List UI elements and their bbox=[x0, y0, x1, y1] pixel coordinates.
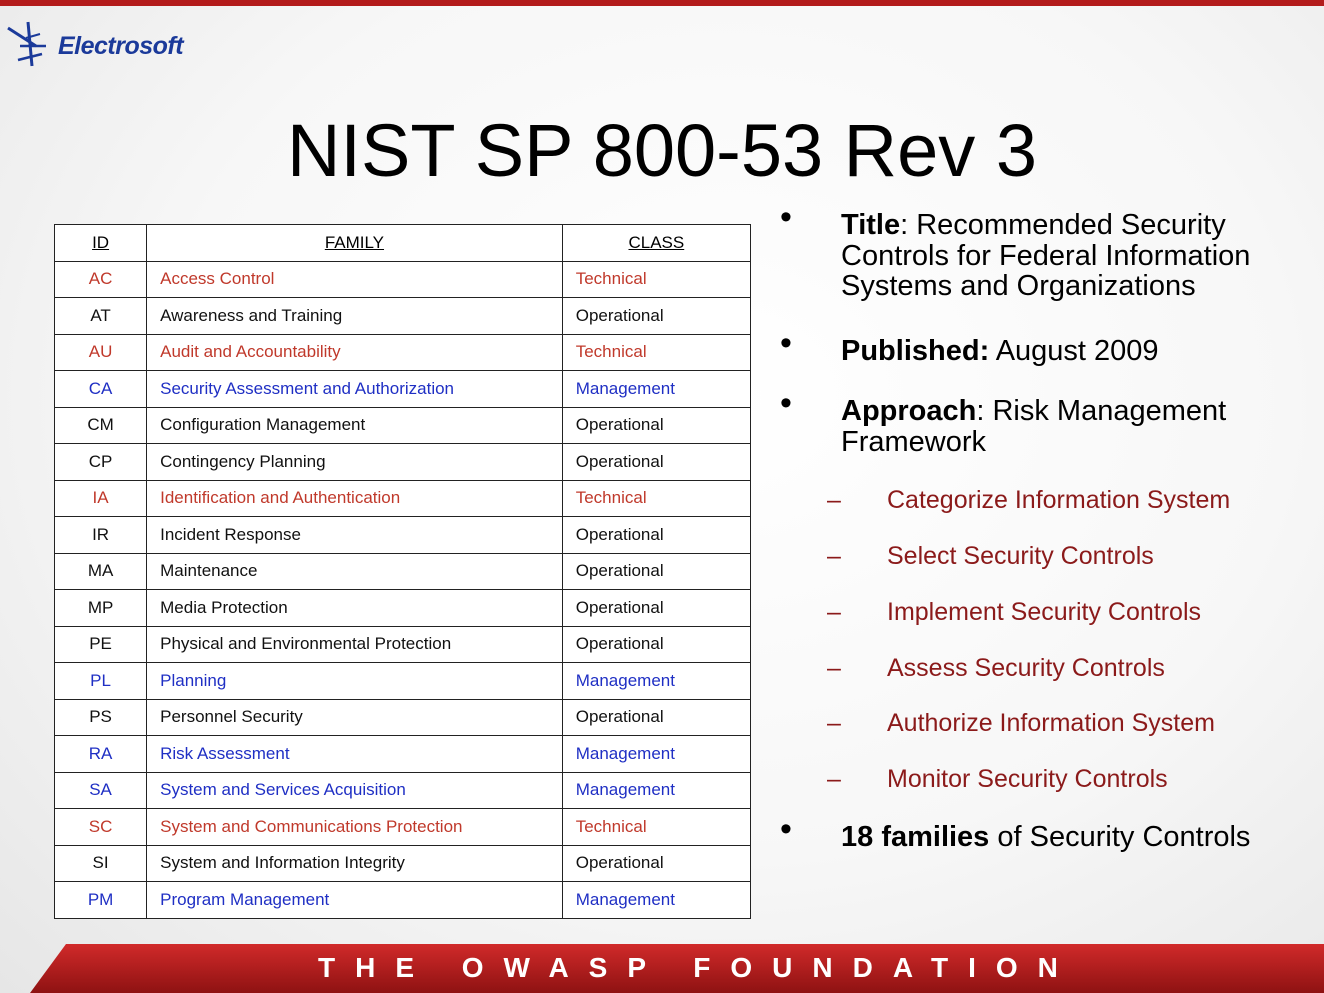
bullet-published-value: August 2009 bbox=[989, 335, 1159, 367]
bullet-dot: • bbox=[780, 384, 792, 422]
cell-family: Security Assessment and Authorization bbox=[147, 371, 563, 408]
step-label: Categorize Information System bbox=[887, 486, 1231, 514]
electrosoft-logo bbox=[6, 20, 226, 68]
logo-text: Electrosoft bbox=[58, 32, 184, 60]
footer-text: THE OWASP FOUNDATION bbox=[318, 952, 1078, 983]
header-class: CLASS bbox=[562, 225, 750, 262]
cell-class: Technical bbox=[562, 261, 750, 298]
table-header-row bbox=[55, 225, 751, 262]
table-row bbox=[55, 772, 751, 809]
cell-id: PS bbox=[55, 699, 147, 736]
step-label: Monitor Security Controls bbox=[887, 765, 1168, 793]
bullet-dot: • bbox=[780, 810, 792, 848]
bullet-dot: • bbox=[780, 198, 792, 236]
cell-class: Operational bbox=[562, 298, 750, 335]
table-row bbox=[55, 590, 751, 627]
dash-icon: – bbox=[827, 765, 841, 793]
security-families-table bbox=[54, 224, 751, 919]
step-label: Select Security Controls bbox=[887, 542, 1154, 570]
cell-id: AT bbox=[55, 298, 147, 335]
table-row bbox=[55, 298, 751, 335]
cell-class: Operational bbox=[562, 407, 750, 444]
bullet-title-value: Recommended Security Controls for Federal Information Systems and Organizations bbox=[841, 209, 1251, 302]
table-row bbox=[55, 553, 751, 590]
cell-family: Physical and Environmental Protection bbox=[147, 626, 563, 663]
cell-class: Operational bbox=[562, 845, 750, 882]
table-row bbox=[55, 809, 751, 846]
step-label: Implement Security Controls bbox=[887, 598, 1202, 626]
logo-mark-icon bbox=[6, 20, 56, 68]
cell-id: MA bbox=[55, 553, 147, 590]
bullet-dot: • bbox=[780, 324, 792, 362]
cell-family: System and Communications Protection bbox=[147, 809, 563, 846]
table-row bbox=[55, 736, 751, 773]
cell-id: AC bbox=[55, 261, 147, 298]
cell-id: PE bbox=[55, 626, 147, 663]
top-accent-bar bbox=[0, 0, 1324, 6]
cell-id: AU bbox=[55, 334, 147, 371]
cell-class: Operational bbox=[562, 626, 750, 663]
cell-family: Contingency Planning bbox=[147, 444, 563, 481]
cell-id: CM bbox=[55, 407, 147, 444]
cell-family: Incident Response bbox=[147, 517, 563, 554]
cell-class: Technical bbox=[562, 334, 750, 371]
table-row bbox=[55, 371, 751, 408]
cell-class: Operational bbox=[562, 699, 750, 736]
table-row bbox=[55, 626, 751, 663]
cell-family: System and Information Integrity bbox=[147, 845, 563, 882]
cell-id: IA bbox=[55, 480, 147, 517]
cell-id: RA bbox=[55, 736, 147, 773]
cell-family: Identification and Authentication bbox=[147, 480, 563, 517]
bullet-title-separator: : bbox=[900, 209, 917, 241]
table-row bbox=[55, 882, 751, 919]
cell-id: CP bbox=[55, 444, 147, 481]
cell-id: PM bbox=[55, 882, 147, 919]
table-row bbox=[55, 663, 751, 700]
table-row bbox=[55, 407, 751, 444]
cell-id: PL bbox=[55, 663, 147, 700]
cell-family: Media Protection bbox=[147, 590, 563, 627]
cell-id: SC bbox=[55, 809, 147, 846]
dash-icon: – bbox=[827, 542, 841, 570]
cell-family: Risk Assessment bbox=[147, 736, 563, 773]
cell-family: Audit and Accountability bbox=[147, 334, 563, 371]
cell-family: Personnel Security bbox=[147, 699, 563, 736]
cell-id: SI bbox=[55, 845, 147, 882]
bullet-families-value: of Security Controls bbox=[989, 821, 1251, 853]
table-row bbox=[55, 334, 751, 371]
cell-id: SA bbox=[55, 772, 147, 809]
table-row bbox=[55, 845, 751, 882]
bullet-title-label: Title bbox=[841, 209, 901, 241]
step-label: Assess Security Controls bbox=[887, 654, 1165, 682]
table-row bbox=[55, 261, 751, 298]
dash-icon: – bbox=[827, 709, 841, 737]
cell-class: Management bbox=[562, 736, 750, 773]
cell-class: Management bbox=[562, 772, 750, 809]
cell-id: CA bbox=[55, 371, 147, 408]
bullet-approach-text bbox=[841, 396, 1296, 457]
dash-icon: – bbox=[827, 486, 841, 514]
cell-family: Access Control bbox=[147, 261, 563, 298]
cell-class: Operational bbox=[562, 444, 750, 481]
step-label: Authorize Information System bbox=[887, 709, 1215, 737]
bullet-families-label: 18 families bbox=[841, 821, 990, 853]
table-row bbox=[55, 517, 751, 554]
cell-id: IR bbox=[55, 517, 147, 554]
table-row bbox=[55, 699, 751, 736]
cell-family: System and Services Acquisition bbox=[147, 772, 563, 809]
slide-title: NIST SP 800-53 Rev 3 bbox=[286, 109, 1037, 192]
dash-icon: – bbox=[827, 598, 841, 626]
cell-class: Management bbox=[562, 663, 750, 700]
table-row bbox=[55, 444, 751, 481]
cell-id: MP bbox=[55, 590, 147, 627]
cell-family: Program Management bbox=[147, 882, 563, 919]
cell-class: Technical bbox=[562, 480, 750, 517]
cell-class: Technical bbox=[562, 809, 750, 846]
bullet-published-label: Published: bbox=[841, 335, 990, 367]
table-body bbox=[55, 261, 751, 918]
cell-class: Operational bbox=[562, 517, 750, 554]
bullet-approach-label: Approach bbox=[841, 395, 977, 427]
cell-family: Configuration Management bbox=[147, 407, 563, 444]
table-row bbox=[55, 480, 751, 517]
bullet-approach-separator: : bbox=[976, 395, 993, 427]
cell-class: Management bbox=[562, 371, 750, 408]
cell-family: Planning bbox=[147, 663, 563, 700]
bullet-title-text bbox=[841, 210, 1296, 302]
cell-class: Management bbox=[562, 882, 750, 919]
bullet-approach-value: Risk Management Framework bbox=[841, 395, 1227, 458]
cell-class: Operational bbox=[562, 590, 750, 627]
bullet-families-text bbox=[841, 822, 1296, 853]
cell-family: Awareness and Training bbox=[147, 298, 563, 335]
header-family: FAMILY bbox=[147, 225, 563, 262]
bullet-published-text bbox=[841, 336, 1296, 367]
cell-family: Maintenance bbox=[147, 553, 563, 590]
cell-class: Operational bbox=[562, 553, 750, 590]
header-id: ID bbox=[55, 225, 147, 262]
dash-icon: – bbox=[827, 654, 841, 682]
footer-banner bbox=[0, 940, 1324, 993]
